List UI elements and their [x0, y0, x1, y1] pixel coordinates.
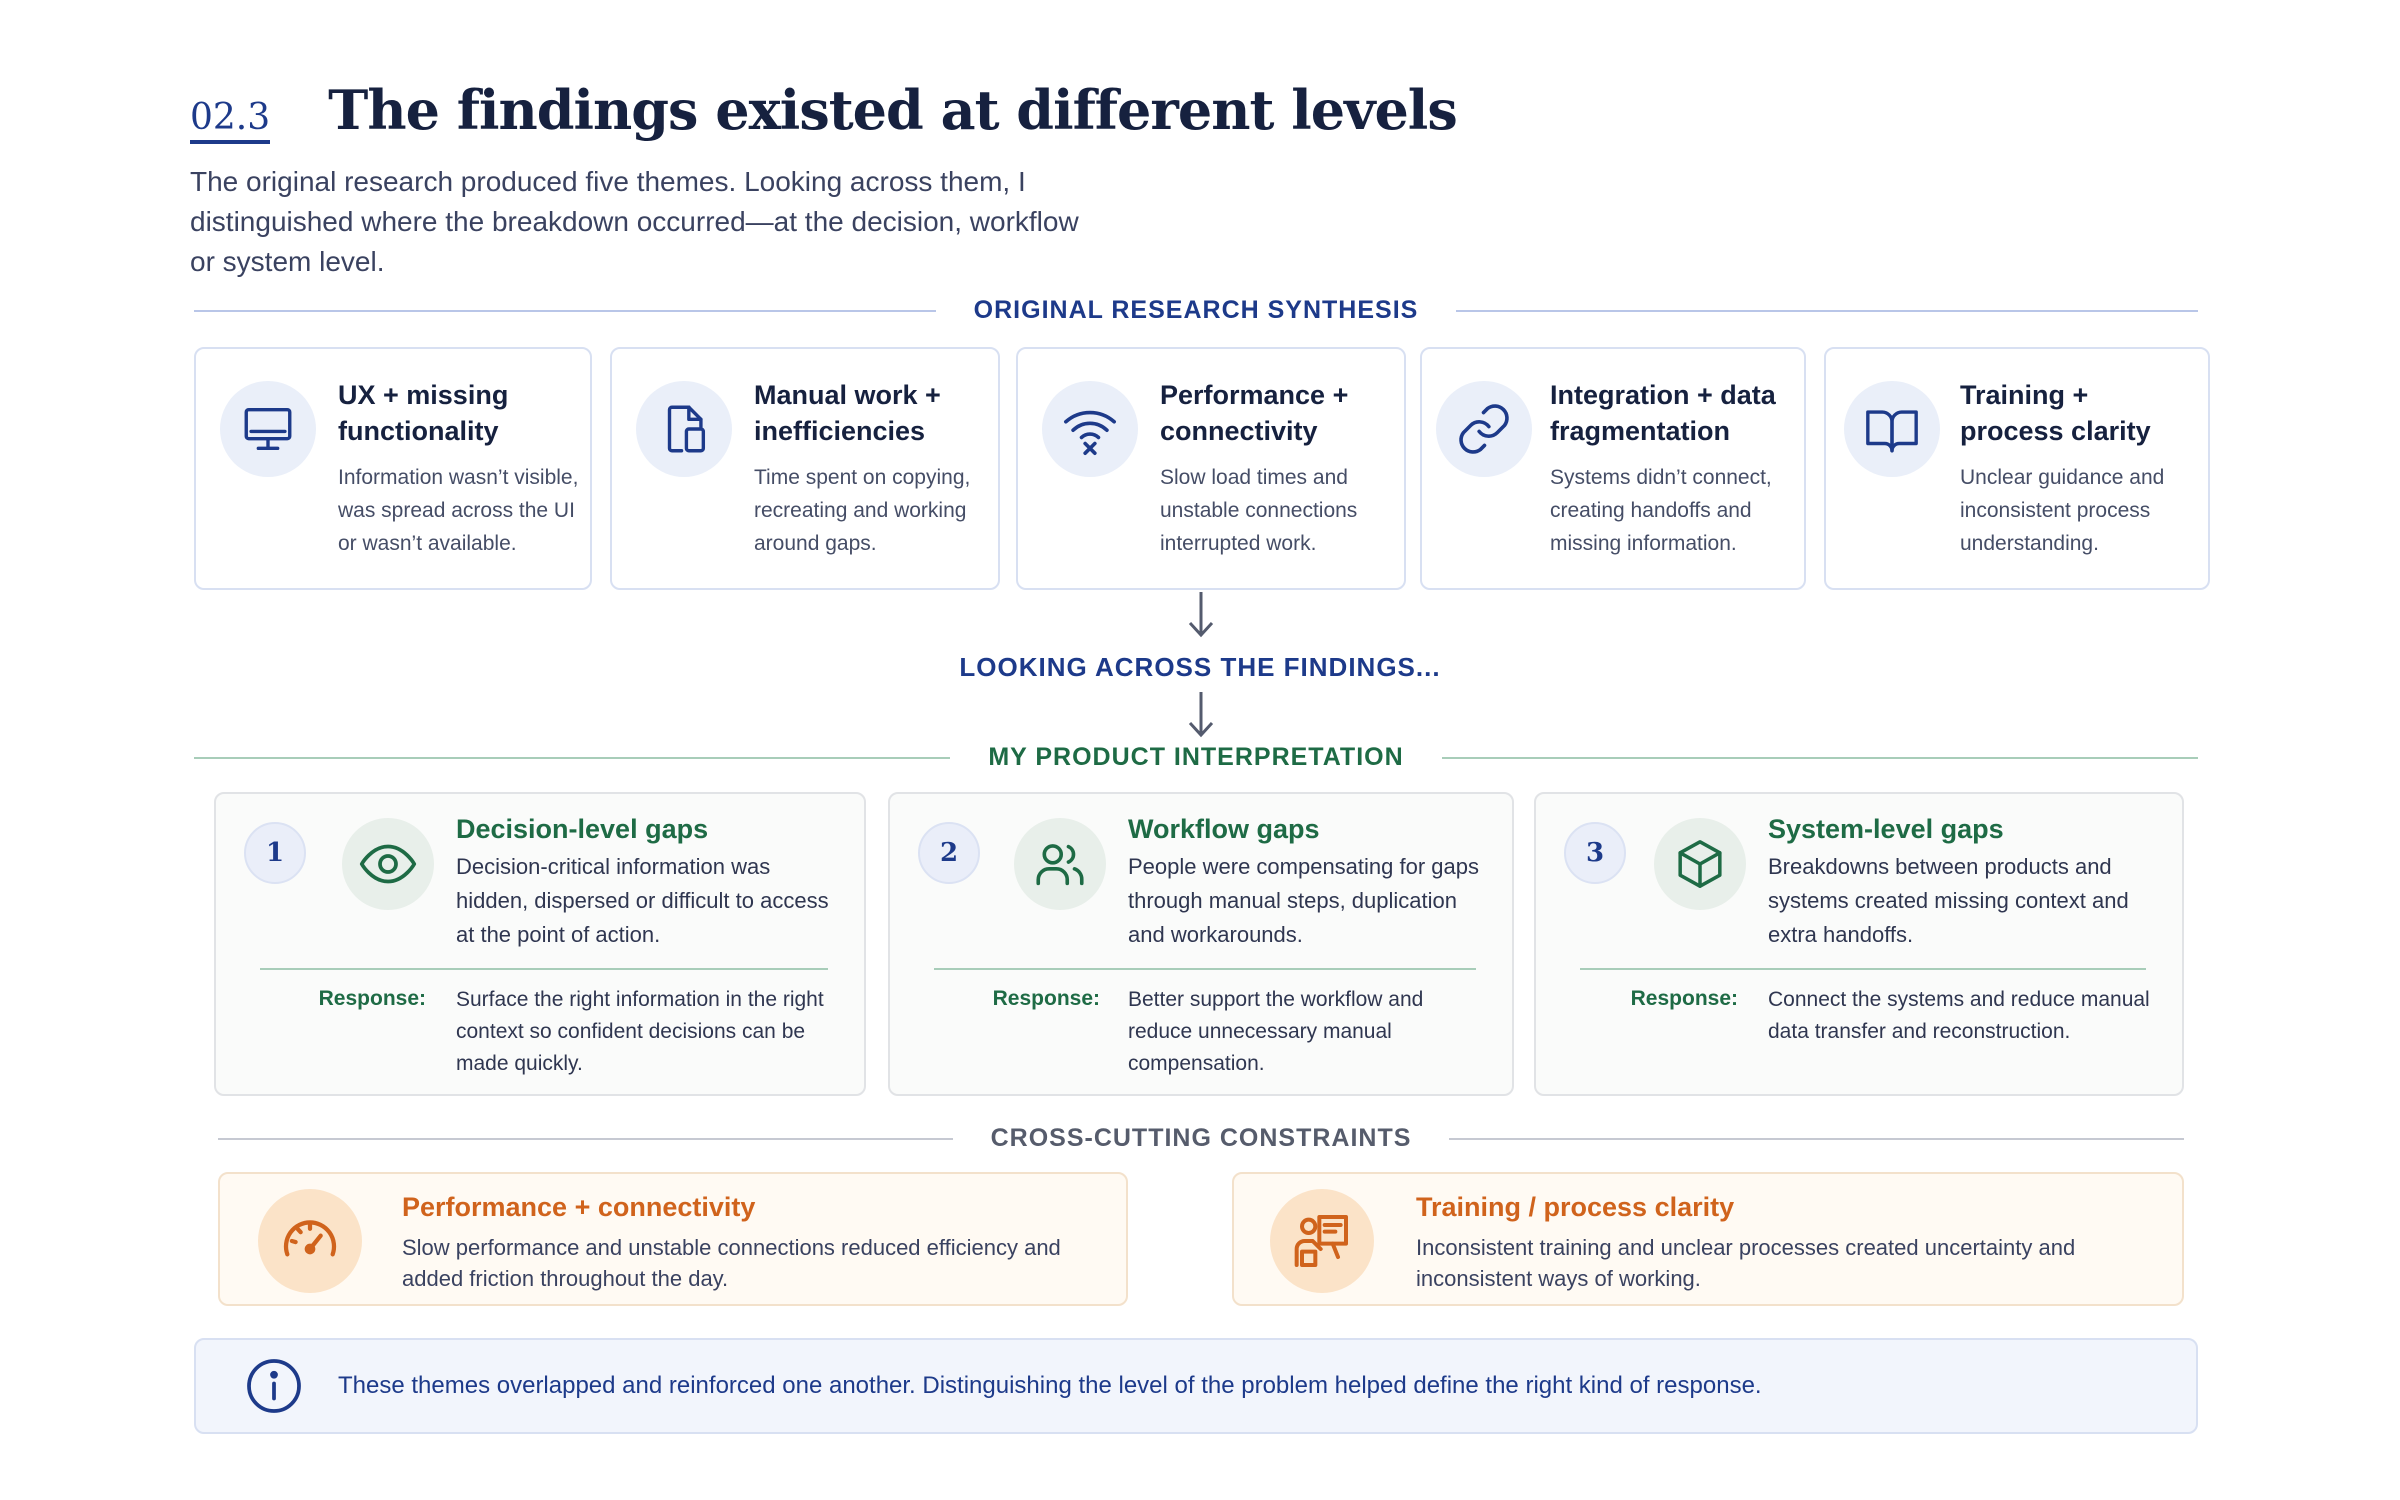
- presentation-icon: [1270, 1189, 1374, 1293]
- gap-card-decision: [214, 792, 866, 1096]
- gap-response: Surface the right information in the right context so confident decisions can be made quickly.: [456, 988, 824, 1075]
- constraints-divider: [218, 1124, 2184, 1153]
- theme-description: Slow load times and unstable connections interrupted work.: [1160, 466, 1358, 555]
- gap-divider: [934, 968, 1476, 970]
- wifi-off-icon: [1042, 381, 1138, 477]
- link-icon: [1436, 381, 1532, 477]
- constraint-title: Performance + connectivity: [402, 1192, 756, 1222]
- book-icon: [1844, 381, 1940, 477]
- gap-title: Decision-level gaps: [456, 814, 709, 844]
- document-icon: [636, 381, 732, 477]
- theme-card: [610, 347, 1000, 590]
- theme-title: Manual work + inefficiencies: [754, 380, 941, 446]
- theme-description: Time spent on copying, recreating and working around gaps.: [754, 466, 971, 555]
- users-icon: [1014, 818, 1106, 910]
- theme-description: Unclear guidance and inconsistent process understanding.: [1960, 466, 2165, 555]
- gap-description: Breakdowns between products and systems created missing context and extra handoffs.: [1768, 854, 2129, 947]
- theme-title: Performance + connectivity: [1160, 380, 1349, 446]
- section-number: 02.3: [190, 97, 270, 144]
- intro-paragraph: The original research produced five themes. Looking across them, I distinguished where the breakdown occurred—at the decision, workflow or system level.: [190, 166, 1079, 277]
- gap-divider: [260, 968, 828, 970]
- info-icon: [244, 1356, 304, 1416]
- theme-title: Training + process clarity: [1960, 380, 2151, 446]
- gap-number: 1: [244, 822, 306, 884]
- interpretation-heading: MY PRODUCT INTERPRETATION: [988, 743, 1404, 771]
- gap-description: Decision-critical information was hidden, dispersed or difficult to access at the point of action.: [456, 854, 829, 947]
- synthesis-divider: [194, 296, 2198, 325]
- theme-card: [194, 347, 592, 590]
- interpretation-divider: [194, 743, 2198, 772]
- theme-card: [1824, 347, 2210, 590]
- synthesis-heading: ORIGINAL RESEARCH SYNTHESIS: [973, 296, 1419, 324]
- eye-icon: [342, 818, 434, 910]
- theme-card: [1420, 347, 1806, 590]
- gap-title: Workflow gaps: [1128, 814, 1320, 844]
- gap-title: System-level gaps: [1768, 814, 2004, 844]
- gap-response: Better support the workflow and reduce unnecessary manual compensation.: [1128, 988, 1424, 1075]
- theme-title: Integration + data fragmentation: [1550, 380, 1776, 446]
- down-arrow-icon: [1186, 690, 1216, 740]
- gap-card-workflow: [888, 792, 1514, 1096]
- constraint-card-performance: [218, 1172, 1128, 1306]
- constraint-title: Training / process clarity: [1416, 1192, 1735, 1222]
- theme-description: Information wasn’t visible, was spread across the UI or wasn’t available.: [338, 466, 579, 555]
- theme-cards: [194, 347, 2198, 590]
- cube-icon: [1654, 818, 1746, 910]
- theme-card: [1016, 347, 1406, 590]
- down-arrow-icon: [1186, 590, 1216, 640]
- gap-card-system: [1534, 792, 2184, 1096]
- summary-note-text: These themes overlapped and reinforced one another. Distinguishing the level of the problem helped define the right kind of response.: [338, 1372, 1762, 1399]
- theme-title: UX + missing functionality: [338, 380, 509, 446]
- constraint-card-training: [1232, 1172, 2184, 1306]
- response-label: Response:: [318, 987, 426, 1010]
- header: [190, 78, 1457, 144]
- transition-label: LOOKING ACROSS THE FINDINGS...: [959, 652, 1441, 682]
- constraint-description: Inconsistent training and unclear processes created uncertainty and inconsistent ways of working.: [1416, 1235, 2076, 1291]
- speedometer-icon: [258, 1189, 362, 1293]
- monitor-icon: [220, 381, 316, 477]
- gap-divider: [1580, 968, 2146, 970]
- response-label: Response:: [1630, 987, 1738, 1010]
- constraints-heading: CROSS-CUTTING CONSTRAINTS: [990, 1124, 1412, 1152]
- response-label: Response:: [992, 987, 1100, 1010]
- constraint-description: Slow performance and unstable connections reduced efficiency and added friction throughout the day.: [402, 1235, 1061, 1291]
- summary-note: [194, 1338, 2198, 1434]
- theme-description: Systems didn’t connect, creating handoffs and missing information.: [1550, 466, 1772, 555]
- gap-response: Connect the systems and reduce manual data transfer and reconstruction.: [1768, 988, 2150, 1043]
- gap-description: People were compensating for gaps through manual steps, duplication and workarounds.: [1128, 854, 1479, 947]
- gap-number: 3: [1564, 822, 1626, 884]
- page-title: The findings existed at different levels: [328, 78, 1457, 142]
- gap-number: 2: [918, 822, 980, 884]
